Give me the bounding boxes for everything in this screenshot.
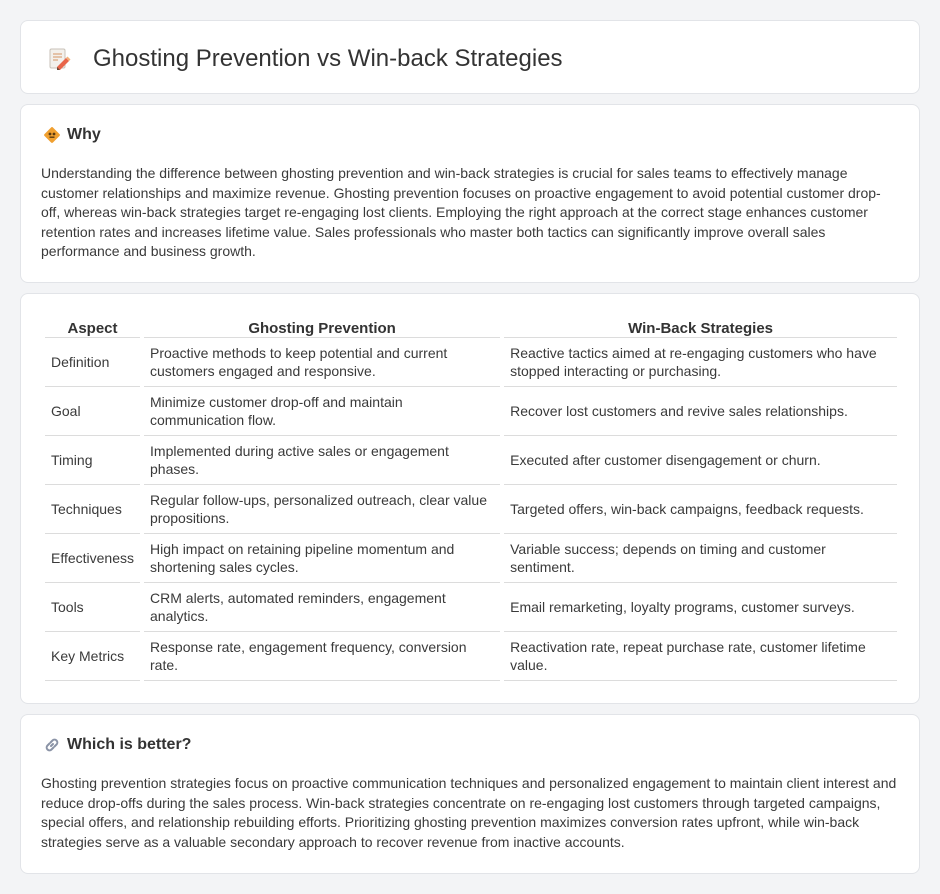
- document-pencil-icon: [47, 47, 71, 71]
- title-row: [47, 45, 563, 73]
- title-card: [20, 20, 920, 94]
- row-ghosting-cell: High impact on retaining pipeline momentum and shortening sales cycles.: [144, 534, 500, 583]
- row-aspect: Techniques: [45, 485, 140, 534]
- table-row: [45, 387, 897, 436]
- why-heading-row: [43, 126, 101, 144]
- table-row: [45, 485, 897, 534]
- header-aspect: Aspect: [45, 316, 140, 338]
- row-ghosting-cell: CRM alerts, automated reminders, engagement analytics.: [144, 583, 500, 632]
- header-win-back-strategies: Win-Back Strategies: [504, 316, 897, 338]
- table-row: [45, 338, 897, 387]
- row-winback-cell: Targeted offers, win-back campaigns, feedback requests.: [504, 485, 897, 534]
- row-ghosting-cell: Regular follow-ups, personalized outreach, clear value propositions.: [144, 485, 500, 534]
- row-ghosting-cell: Response rate, engagement frequency, conversion rate.: [144, 632, 500, 681]
- row-winback-cell: Recover lost customers and revive sales relationships.: [504, 387, 897, 436]
- row-winback-cell: Reactive tactics aimed at re-engaging customers who have stopped interacting or purchasing.: [504, 338, 897, 387]
- row-winback-cell: Variable success; depends on timing and customer sentiment.: [504, 534, 897, 583]
- table-header-row: [45, 316, 897, 338]
- which-is-better-card: [20, 714, 920, 874]
- link-icon: [43, 736, 61, 754]
- diamond-sign-icon: [43, 126, 61, 144]
- page-title: Ghosting Prevention vs Win-back Strategies: [93, 45, 563, 72]
- row-ghosting-cell: Implemented during active sales or engagement phases.: [144, 436, 500, 485]
- better-heading: Which is better?: [67, 736, 192, 753]
- table-row: [45, 632, 897, 681]
- why-paragraph: Understanding the difference between ghosting prevention and win-back strategies is crucial for sales teams to effectively manage customer relationships and maximize revenue. Ghosting prevention focuses on proactive engagement to avoid potential customer drop-off, whereas win-back strategies target re-engaging lost clients. Employing the right approach at the correct stage enhances customer retention rates and increases lifetime value. Sales professionals who master both tactics can significantly improve overall sales performance and business growth.: [41, 165, 881, 260]
- why-heading: Why: [67, 126, 101, 143]
- row-aspect: Definition: [45, 338, 140, 387]
- table-row: [45, 583, 897, 632]
- row-winback-cell: Reactivation rate, repeat purchase rate, customer lifetime value.: [504, 632, 897, 681]
- row-ghosting-cell: Proactive methods to keep potential and current customers engaged and responsive.: [144, 338, 500, 387]
- header-ghosting-prevention: Ghosting Prevention: [144, 316, 500, 338]
- row-ghosting-cell: Minimize customer drop-off and maintain communication flow.: [144, 387, 500, 436]
- table-row: [45, 534, 897, 583]
- row-aspect: Timing: [45, 436, 140, 485]
- row-winback-cell: Email remarketing, loyalty programs, customer surveys.: [504, 583, 897, 632]
- row-aspect: Effectiveness: [45, 534, 140, 583]
- better-heading-row: [43, 736, 191, 754]
- comparison-card: [20, 293, 920, 704]
- row-aspect: Tools: [45, 583, 140, 632]
- table-row: [45, 436, 897, 485]
- row-winback-cell: Executed after customer disengagement or churn.: [504, 436, 897, 485]
- row-aspect: Goal: [45, 387, 140, 436]
- better-paragraph: Ghosting prevention strategies focus on proactive communication techniques and personalized engagement to maintain client interest and reduce drop-offs during the sales process. Win-back strategies concentrate on re-engaging lost customers through targeted campaigns, special offers, and relationship rebuilding efforts. Prioritizing ghosting prevention maximizes conversion rates upfront, while win-back strategies serve as a valuable secondary approach to recover revenue from inactive accounts.: [41, 775, 897, 850]
- comparison-table: [41, 316, 901, 681]
- row-aspect: Key Metrics: [45, 632, 140, 681]
- why-card: [20, 104, 920, 283]
